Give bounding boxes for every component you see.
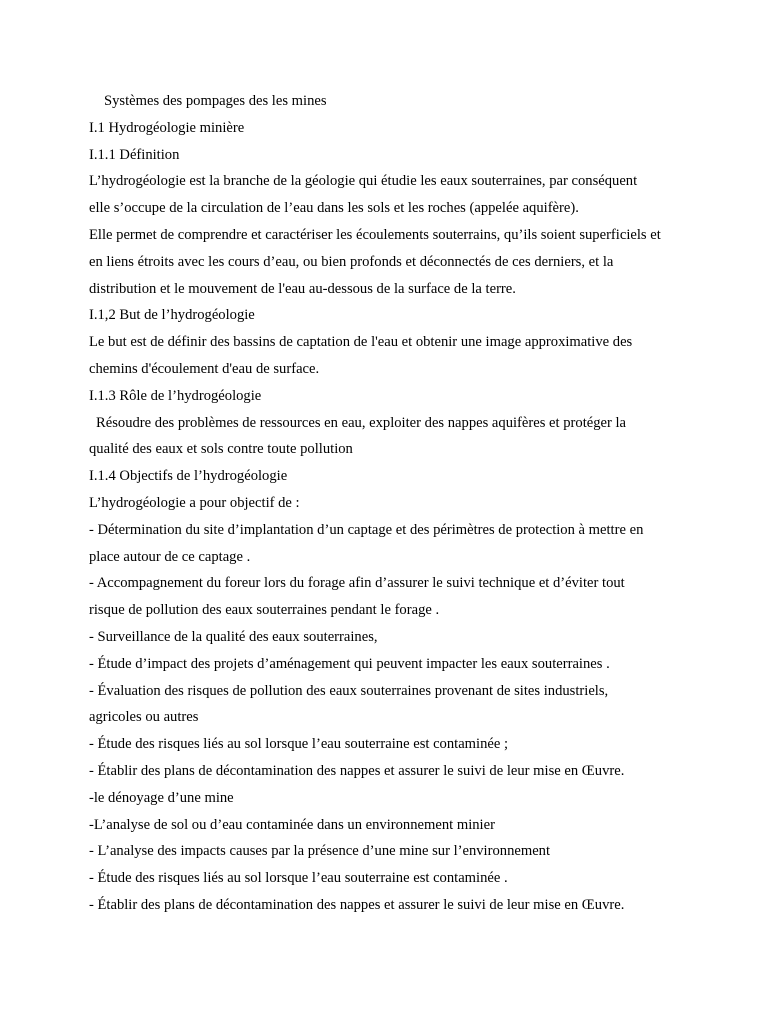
subsection-heading-role: I.1.3 Rôle de l’hydrogéologie <box>89 387 262 404</box>
document-page <box>89 88 699 919</box>
paragraph-line: chemins d'écoulement d'eau de surface. <box>89 360 320 377</box>
list-item-line: - Détermination du site d’implantation d’un captage et des périmètres de protection à mettre en <box>89 521 644 538</box>
paragraph-line: Résoudre des problèmes de ressources en eau, exploiter des nappes aquifères et protéger la <box>96 414 627 431</box>
list-item-line: risque de pollution des eaux souterraines pendant le forage . <box>89 602 440 619</box>
list-item-line: - Étude des risques liés au sol lorsque l’eau souterraine est contaminée . <box>89 870 508 887</box>
paragraph-line: Le but est de définir des bassins de captation de l'eau et obtenir une image approximative des <box>89 334 633 351</box>
paragraph-line: elle s’occupe de la circulation de l’eau dans les sols et les roches (appelée aquifère). <box>89 200 579 217</box>
section-heading-hydrogeologie-miniere: I.1 Hydrogéologie minière <box>89 119 245 136</box>
list-item-line: - Étude d’impact des projets d’aménagement qui peuvent impacter les eaux souterraines . <box>89 655 610 672</box>
list-item-line: - Surveillance de la qualité des eaux souterraines, <box>89 628 378 645</box>
paragraph-line: distribution et le mouvement de l'eau au-dessous de la surface de la terre. <box>89 280 516 297</box>
paragraph-line: en liens étroits avec les cours d’eau, ou bien profonds et déconnectés de ces derniers, et la <box>89 253 614 270</box>
paragraph-line: L’hydrogéologie a pour objectif de : <box>89 494 300 511</box>
list-item-line: agricoles ou autres <box>89 709 199 726</box>
list-item-line: - Évaluation des risques de pollution des eaux souterraines provenant de sites industriels, <box>89 682 609 699</box>
subsection-heading-definition: I.1.1 Définition <box>89 146 180 163</box>
list-item-line: - Accompagnement du foreur lors du forage afin d’assurer le suivi technique et d’éviter tout <box>89 575 625 592</box>
list-item-line: -le dénoyage d’une mine <box>89 789 234 806</box>
list-item-line: - Établir des plans de décontamination des nappes et assurer le suivi de leur mise en Œuvre. <box>89 762 625 779</box>
document-title: Systèmes des pompages des les mines <box>104 93 327 109</box>
list-item-line: - L’analyse des impacts causes par la présence d’une mine sur l’environnement <box>89 843 551 860</box>
list-item-line: place autour de ce captage . <box>89 548 251 565</box>
list-item-line: - Établir des plans de décontamination des nappes et assurer le suivi de leur mise en Œuvre. <box>89 896 625 913</box>
paragraph-line: Elle permet de comprendre et caractériser les écoulements souterrains, qu’ils soient superficiels et <box>89 226 661 243</box>
list-item-line: - Étude des risques liés au sol lorsque l’eau souterraine est contaminée ; <box>89 736 509 753</box>
paragraph-line: qualité des eaux et sols contre toute pollution <box>89 441 353 458</box>
subsection-heading-but: I.1,2 But de l’hydrogéologie <box>89 307 255 324</box>
subsection-heading-objectifs: I.1.4 Objectifs de l’hydrogéologie <box>89 468 288 485</box>
list-item-line: -L’analyse de sol ou d’eau contaminée dans un environnement minier <box>89 816 495 833</box>
paragraph-line: L’hydrogéologie est la branche de la géologie qui étudie les eaux souterraines, par conséquent <box>89 173 638 190</box>
